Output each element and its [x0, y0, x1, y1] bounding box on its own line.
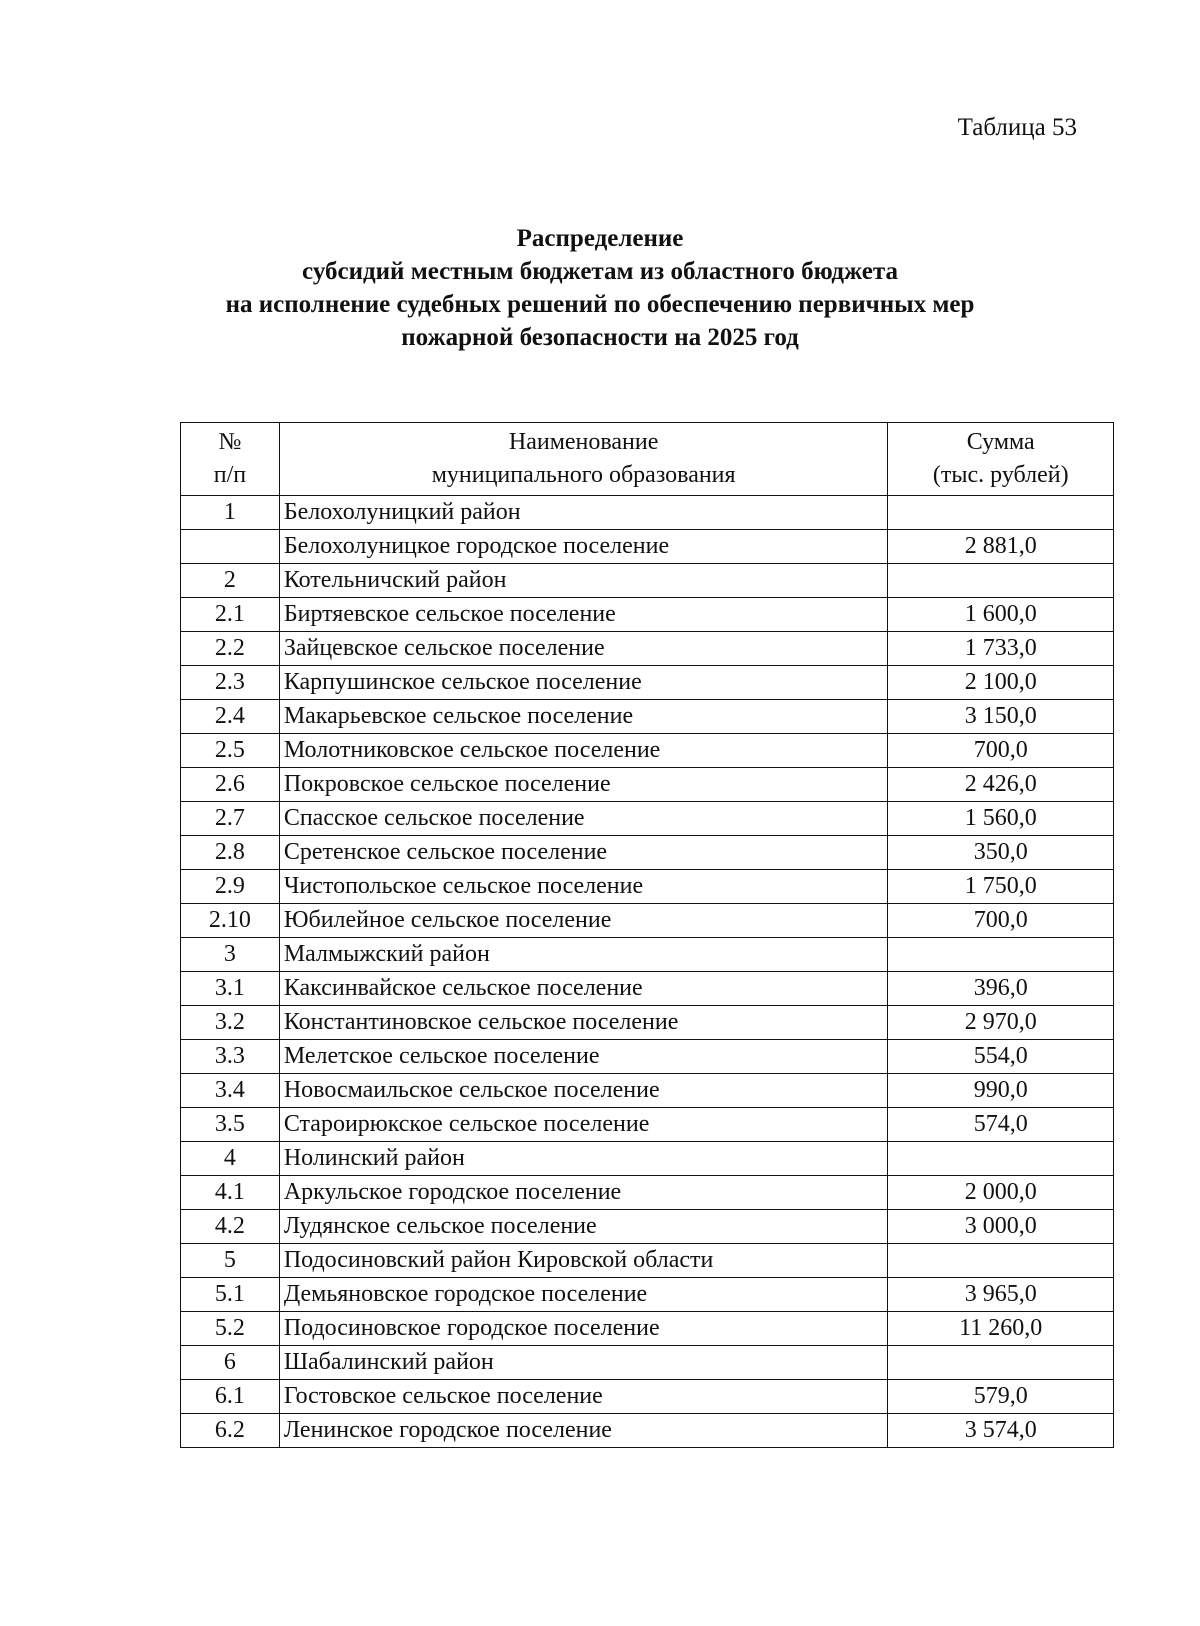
row-number-cell: 3.5 — [181, 1108, 280, 1142]
table-row — [181, 700, 1114, 734]
row-name-cell: Лудянское сельское поселение — [279, 1210, 888, 1244]
row-sum-cell — [888, 1142, 1114, 1176]
row-sum-cell: 700,0 — [888, 904, 1114, 938]
row-sum-cell: 700,0 — [888, 734, 1114, 768]
row-number-cell: 3.1 — [181, 972, 280, 1006]
row-sum-cell: 2 426,0 — [888, 768, 1114, 802]
table-row — [181, 1278, 1114, 1312]
row-sum-cell: 3 000,0 — [888, 1210, 1114, 1244]
row-name-cell: Гостовское сельское поселение — [279, 1380, 888, 1414]
row-name-cell: Спасское сельское поселение — [279, 802, 888, 836]
row-name-cell: Чистопольское сельское поселение — [279, 870, 888, 904]
row-name-cell: Мелетское сельское поселение — [279, 1040, 888, 1074]
table-row — [181, 598, 1114, 632]
row-name-cell: Юбилейное сельское поселение — [279, 904, 888, 938]
header-sum-line-2: (тыс. рублей) — [932, 462, 1069, 488]
row-number-cell: 3.3 — [181, 1040, 280, 1074]
header-name-line-1: Наименование — [508, 429, 659, 455]
row-number-cell: 4.1 — [181, 1176, 280, 1210]
row-sum-cell: 1 560,0 — [888, 802, 1114, 836]
row-name-cell: Каксинвайское сельское поселение — [279, 972, 888, 1006]
table-row — [181, 1346, 1114, 1380]
row-name-cell: Константиновское сельское поселение — [279, 1006, 888, 1040]
row-name-cell: Шабалинский район — [279, 1346, 888, 1380]
row-name-cell: Карпушинское сельское поселение — [279, 666, 888, 700]
row-number-cell — [181, 530, 280, 564]
table-row — [181, 802, 1114, 836]
row-number-cell: 2.4 — [181, 700, 280, 734]
title-line-1: Распределение — [516, 225, 684, 252]
row-number-cell: 2.7 — [181, 802, 280, 836]
row-name-cell: Нолинский район — [279, 1142, 888, 1176]
row-name-cell: Покровское сельское поселение — [279, 768, 888, 802]
title-line-2: субсидий местным бюджетам из областного бюджета — [302, 258, 898, 285]
table-body — [181, 496, 1114, 1448]
row-name-cell: Биртяевское сельское поселение — [279, 598, 888, 632]
row-name-cell: Котельничский район — [279, 564, 888, 598]
row-name-cell: Малмыжский район — [279, 938, 888, 972]
row-sum-cell: 1 750,0 — [888, 870, 1114, 904]
row-number-cell: 3.2 — [181, 1006, 280, 1040]
row-sum-cell: 990,0 — [888, 1074, 1114, 1108]
row-number-cell: 3.4 — [181, 1074, 280, 1108]
row-name-cell: Макарьевское сельское поселение — [279, 700, 888, 734]
header-name — [279, 423, 888, 496]
row-name-cell: Подосиновское городское поселение — [279, 1312, 888, 1346]
row-sum-cell: 396,0 — [888, 972, 1114, 1006]
row-sum-cell: 554,0 — [888, 1040, 1114, 1074]
row-number-cell: 4 — [181, 1142, 280, 1176]
row-name-cell: Молотниковское сельское поселение — [279, 734, 888, 768]
header-sum — [888, 423, 1114, 496]
row-sum-cell: 2 000,0 — [888, 1176, 1114, 1210]
row-sum-cell: 2 881,0 — [888, 530, 1114, 564]
table-row — [181, 972, 1114, 1006]
row-name-cell: Староирюкское сельское поселение — [279, 1108, 888, 1142]
table-row — [181, 1108, 1114, 1142]
row-number-cell: 6 — [181, 1346, 280, 1380]
row-sum-cell: 3 150,0 — [888, 700, 1114, 734]
row-name-cell: Подосиновский район Кировской области — [279, 1244, 888, 1278]
row-sum-cell: 579,0 — [888, 1380, 1114, 1414]
table-row — [181, 768, 1114, 802]
table-number-label: Таблица 53 — [957, 114, 1077, 141]
row-name-cell: Новосмаильское сельское поселение — [279, 1074, 888, 1108]
row-number-cell: 4.2 — [181, 1210, 280, 1244]
table-row — [181, 1312, 1114, 1346]
row-sum-cell: 574,0 — [888, 1108, 1114, 1142]
row-number-cell: 2.10 — [181, 904, 280, 938]
row-number-cell: 2.8 — [181, 836, 280, 870]
row-name-cell: Белохолуницкое городское поселение — [279, 530, 888, 564]
table-row — [181, 1210, 1114, 1244]
table-row — [181, 734, 1114, 768]
table-row — [181, 666, 1114, 700]
row-sum-cell: 11 260,0 — [888, 1312, 1114, 1346]
table-row — [181, 1414, 1114, 1448]
table-row — [181, 1074, 1114, 1108]
row-number-cell: 2.5 — [181, 734, 280, 768]
row-number-cell: 2.3 — [181, 666, 280, 700]
row-sum-cell — [888, 938, 1114, 972]
row-sum-cell: 1 733,0 — [888, 632, 1114, 666]
table-row — [181, 1380, 1114, 1414]
row-number-cell: 5.2 — [181, 1312, 280, 1346]
header-name-line-2: муниципального образования — [431, 462, 736, 488]
table-header — [181, 423, 1114, 496]
header-number-line-2: п/п — [213, 462, 247, 488]
document-title — [0, 222, 1200, 354]
row-number-cell: 2 — [181, 564, 280, 598]
row-sum-cell: 350,0 — [888, 836, 1114, 870]
row-sum-cell — [888, 1244, 1114, 1278]
title-line-4: пожарной безопасности на 2025 год — [401, 324, 799, 351]
table-row — [181, 632, 1114, 666]
row-number-cell: 5.1 — [181, 1278, 280, 1312]
row-name-cell: Белохолуницкий район — [279, 496, 888, 530]
table-row — [181, 1244, 1114, 1278]
table-row — [181, 1040, 1114, 1074]
table-row — [181, 496, 1114, 530]
subsidy-table — [180, 422, 1114, 1448]
row-number-cell: 5 — [181, 1244, 280, 1278]
table-row — [181, 564, 1114, 598]
row-sum-cell: 2 970,0 — [888, 1006, 1114, 1040]
header-number-line-1: № — [218, 429, 242, 455]
table-row — [181, 1176, 1114, 1210]
table-row — [181, 1006, 1114, 1040]
row-name-cell: Аркульское городское поселение — [279, 1176, 888, 1210]
row-number-cell: 6.1 — [181, 1380, 280, 1414]
table-row — [181, 1142, 1114, 1176]
row-sum-cell — [888, 564, 1114, 598]
row-name-cell: Зайцевское сельское поселение — [279, 632, 888, 666]
row-number-cell: 2.1 — [181, 598, 280, 632]
table-row — [181, 836, 1114, 870]
row-number-cell: 1 — [181, 496, 280, 530]
title-line-3: на исполнение судебных решений по обеспечению первичных мер — [225, 291, 975, 318]
table-row — [181, 904, 1114, 938]
row-number-cell: 3 — [181, 938, 280, 972]
row-number-cell: 2.2 — [181, 632, 280, 666]
row-number-cell: 2.6 — [181, 768, 280, 802]
header-number — [181, 423, 280, 496]
row-sum-cell: 1 600,0 — [888, 598, 1114, 632]
row-name-cell: Сретенское сельское поселение — [279, 836, 888, 870]
header-row — [181, 423, 1114, 496]
header-sum-line-1: Сумма — [966, 429, 1035, 455]
table-row — [181, 938, 1114, 972]
row-name-cell: Демьяновское городское поселение — [279, 1278, 888, 1312]
row-number-cell: 6.2 — [181, 1414, 280, 1448]
row-sum-cell: 3 574,0 — [888, 1414, 1114, 1448]
table-row — [181, 530, 1114, 564]
row-name-cell: Ленинское городское поселение — [279, 1414, 888, 1448]
row-sum-cell — [888, 1346, 1114, 1380]
row-number-cell: 2.9 — [181, 870, 280, 904]
row-sum-cell: 3 965,0 — [888, 1278, 1114, 1312]
table-row — [181, 870, 1114, 904]
row-sum-cell: 2 100,0 — [888, 666, 1114, 700]
row-sum-cell — [888, 496, 1114, 530]
